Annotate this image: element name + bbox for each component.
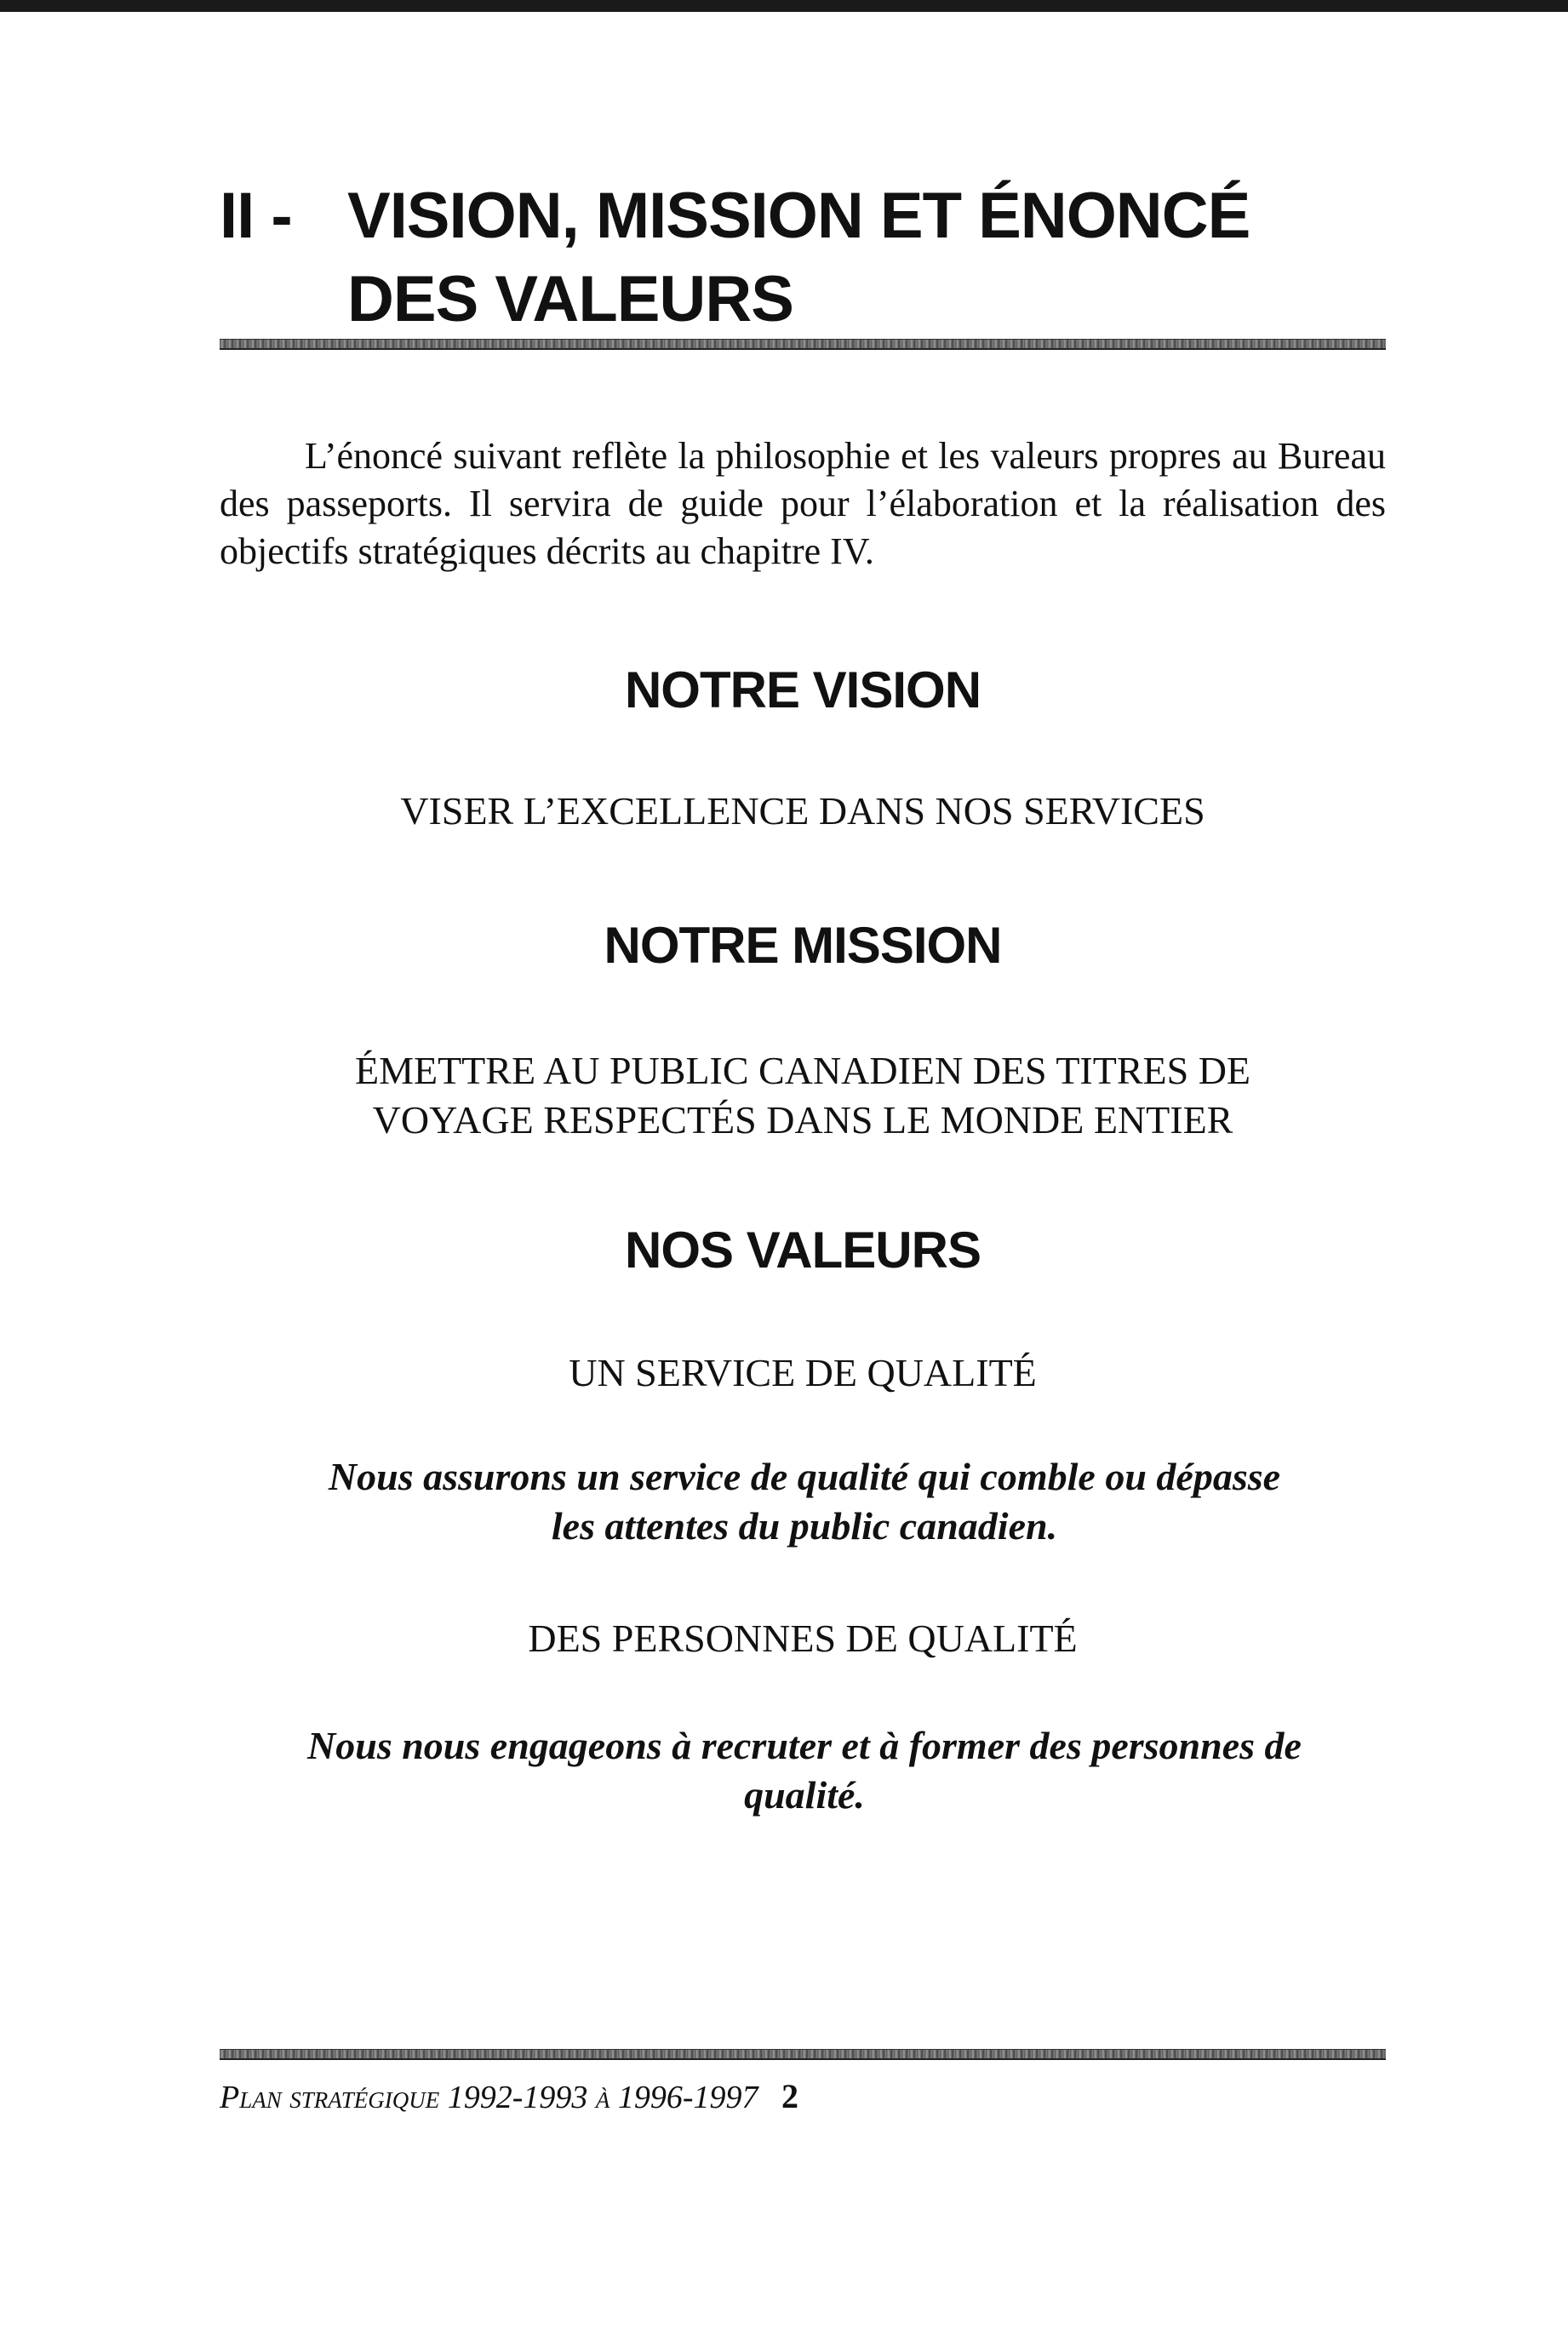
vision-statement: VISER L’EXCELLENCE DANS NOS SERVICES — [400, 789, 1205, 833]
scan-top-edge — [0, 0, 1568, 12]
mission-statement-line-1: ÉMETTRE AU PUBLIC CANADIEN DES TITRES DE — [354, 1049, 1251, 1092]
chapter-title-line-2: DES VALEURS — [347, 263, 793, 335]
footer-rule — [220, 2049, 1386, 2060]
chapter-title-text — [347, 175, 1454, 341]
mission-heading: NOTRE MISSION — [604, 917, 1002, 974]
values-heading: NOS VALEURS — [625, 1222, 981, 1279]
value-description-people-line-2: qualité. — [744, 1773, 865, 1817]
title-rule — [220, 339, 1386, 350]
intro-paragraph: L’énoncé suivant reflète la philosophie et les valeurs propres au Bureau des passeports. Il servira de guide pour l’élaboration et la réalisation des objectifs stratégiques décrits au chapitre IV. — [220, 435, 1386, 572]
value-description-people-line-1: Nous nous engageons à recruter et à former des personnes de — [307, 1724, 1302, 1767]
value-description-service-line-2: les attentes du public canadien. — [551, 1504, 1058, 1548]
vision-heading: NOTRE VISION — [624, 661, 981, 718]
chapter-title-line-1: VISION, MISSION ET ÉNONCÉ — [347, 180, 1250, 252]
footer-document-title: Plan stratégique 1992-1993 à 1996-1997 — [220, 2080, 758, 2115]
value-title-people: DES PERSONNES DE QUALITÉ — [528, 1617, 1078, 1660]
mission-statement-line-2: VOYAGE RESPECTÉS DANS LE MONDE ENTIER — [372, 1098, 1233, 1142]
value-description-service-line-1: Nous assurons un service de qualité qui comble ou dépasse — [328, 1455, 1281, 1498]
value-title-service: UN SERVICE DE QUALITÉ — [569, 1351, 1037, 1394]
page-number: 2 — [781, 2077, 798, 2115]
chapter-number: II - — [220, 180, 292, 252]
